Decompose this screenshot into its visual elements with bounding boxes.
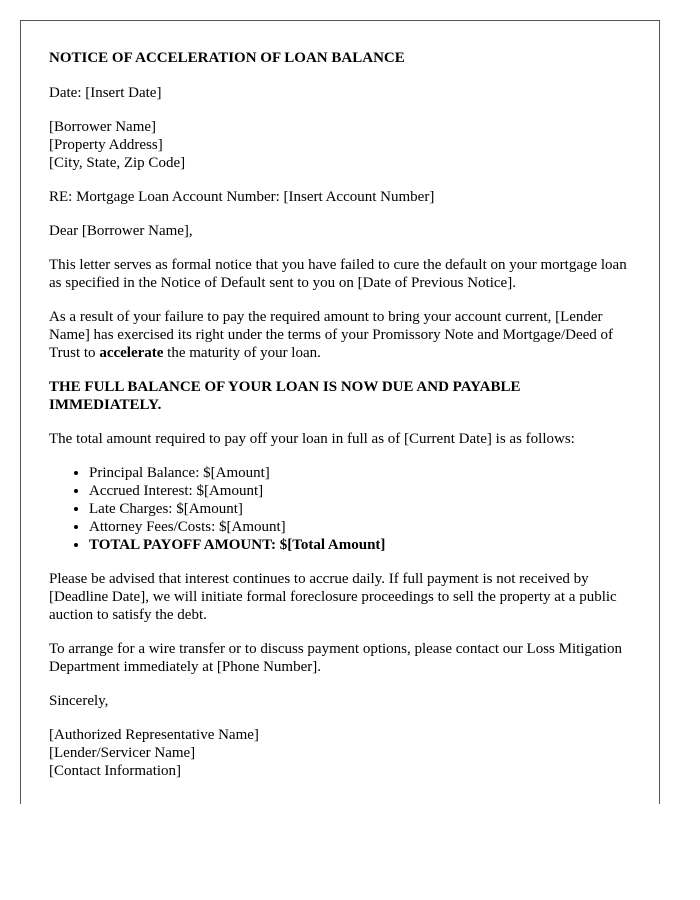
recipient-city-state-zip: [City, State, Zip Code] xyxy=(49,155,186,171)
signature-representative: [Authorized Representative Name] xyxy=(49,727,259,743)
recipient-address-block xyxy=(49,118,631,172)
date-line: Date: [Insert Date] xyxy=(49,85,162,101)
recipient-property-address: [Property Address] xyxy=(49,137,163,153)
paragraph-acceleration-text-after: the maturity of your loan. xyxy=(163,345,321,361)
salutation: Dear [Borrower Name], xyxy=(49,223,193,239)
recipient-name: [Borrower Name] xyxy=(49,119,157,135)
balance-due-heading: THE FULL BALANCE OF YOUR LOAN IS NOW DUE AND PAYABLE IMMEDIATELY. xyxy=(49,379,521,413)
paragraph-acceleration xyxy=(49,308,631,362)
paragraph-contact: To arrange for a wire transfer or to discuss payment options, please contact our Loss Mitigation Department immediately at [Phone Number]. xyxy=(49,641,622,675)
letter-page xyxy=(20,20,660,804)
closing: Sincerely, xyxy=(49,693,109,709)
amount-attorney-fees: • Attorney Fees/Costs: $[Amount] xyxy=(89,518,631,536)
accelerate-emphasis: accelerate xyxy=(99,345,164,361)
amount-accrued-interest: • Accrued Interest: $[Amount] xyxy=(89,482,631,500)
paragraph-default-notice: This letter serves as formal notice that you have failed to cure the default on your mortgage loan as specified in the Notice of Default sent to you on [Date of Previous Notice]. xyxy=(49,257,627,291)
paragraph-foreclosure-warning: Please be advised that interest continues to accrue daily. If full payment is not received by [Deadline Date], we will initiate formal foreclosure proceedings to sell the property at a public auction to satisfy the debt. xyxy=(49,571,617,623)
amount-late-charges: • Late Charges: $[Amount] xyxy=(89,500,631,518)
amounts-intro: The total amount required to pay off your loan in full as of [Current Date] is as follows: xyxy=(49,431,575,447)
amount-principal-balance: • Principal Balance: $[Amount] xyxy=(89,464,631,482)
signature-lender: [Lender/Servicer Name] xyxy=(49,745,196,761)
paragraph-acceleration-text-before: As a result of your failure to pay the required amount to bring your account current, [Lender Name] has exercised its right under the terms of your Promissory Note and Mortgage/Deed of Trust to xyxy=(49,309,614,361)
signature-block xyxy=(49,726,631,780)
letter-title: NOTICE OF ACCELERATION OF LOAN BALANCE xyxy=(49,50,405,66)
amount-total-payoff: • TOTAL PAYOFF AMOUNT: $[Total Amount] xyxy=(89,536,631,554)
re-line: RE: Mortgage Loan Account Number: [Insert Account Number] xyxy=(49,189,435,205)
signature-contact: [Contact Information] xyxy=(49,763,182,779)
payoff-amounts-list xyxy=(49,464,631,554)
